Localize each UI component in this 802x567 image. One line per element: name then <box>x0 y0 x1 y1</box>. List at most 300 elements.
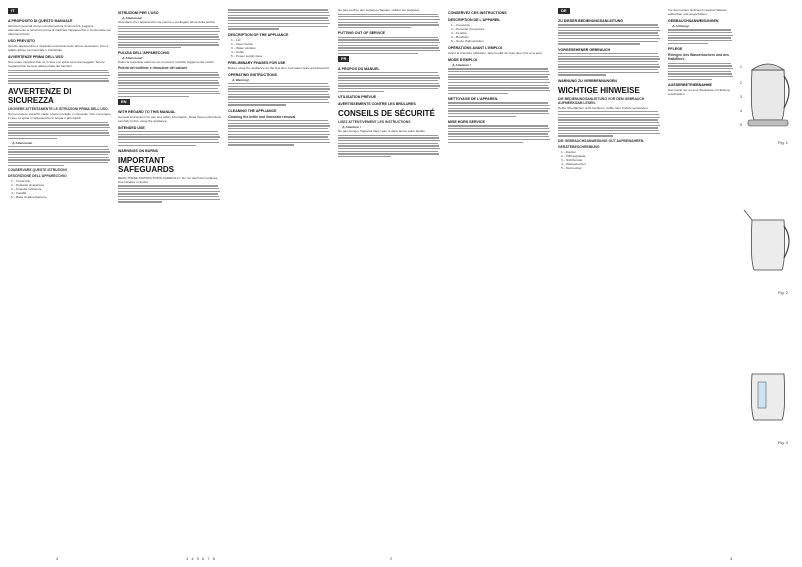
warning-note: ⚠ Attention ! <box>452 63 552 67</box>
text-line <box>558 43 640 44</box>
list-item: 1 – Lid <box>231 37 241 42</box>
text-line <box>558 27 659 28</box>
text-line <box>338 22 438 23</box>
text-line <box>558 38 660 39</box>
column-english <box>228 8 332 553</box>
text-line <box>118 26 218 27</box>
paragraph: Questo apparecchio è destinato esclusivamente all'uso domestico. Non è adatto all'uso commerciale o industriale. <box>8 44 109 52</box>
text-line <box>228 131 329 132</box>
text-line <box>8 124 109 125</box>
section-heading: GEBRAUCHSANWEISUNGEN <box>668 19 719 23</box>
water-window <box>758 382 766 408</box>
safety-title-fr: CONSEILS DE SÉCURITÉ <box>338 109 435 119</box>
callout-label: 2 <box>740 81 742 85</box>
text-line <box>228 86 329 87</box>
text-line <box>668 35 733 36</box>
section-heading: NETTOYAGE DE L'APPAREIL <box>448 96 498 101</box>
text-line <box>448 71 549 72</box>
text-line <box>558 130 659 131</box>
page-number: 3 <box>730 556 733 561</box>
text-line <box>448 68 548 69</box>
text-line <box>228 94 329 95</box>
text-line <box>228 139 329 140</box>
text-line <box>8 127 110 128</box>
text-line <box>338 153 439 154</box>
section-heading: PUTTING OUT OF SERVICE <box>338 31 386 36</box>
text-line <box>448 108 550 109</box>
section-heading: INTENDED USE <box>118 125 145 130</box>
text-line <box>338 143 438 144</box>
column-italian-1 <box>8 8 112 553</box>
list-item: 5 – Base di alimentazione <box>11 195 47 200</box>
safety-title-de: WICHTIGE HINWEISE <box>558 85 640 95</box>
text-line <box>118 199 220 200</box>
kettle-figure-3 <box>740 360 798 440</box>
list-item: 4 – Wasserkocher <box>561 161 586 166</box>
section-heading: ZU DIESER BEDIENUNGSANLEITUNG <box>558 19 624 23</box>
figure-label: Fig. 1 <box>778 140 789 145</box>
text-line <box>448 125 548 126</box>
text-line <box>338 14 438 15</box>
section-heading: MODE D'EMPLOI <box>448 58 478 62</box>
filler-text <box>558 53 662 76</box>
parts-list <box>8 179 112 199</box>
section-heading: OPERATING INSTRUCTIONS <box>228 72 278 77</box>
text-line <box>8 130 108 131</box>
sub-heading: DIE GEBRAUCHSANWEISUNG GUT AUFBEWAHREN. <box>558 138 645 143</box>
text-line <box>668 73 732 74</box>
text-line <box>228 102 329 103</box>
text-line <box>448 79 549 80</box>
filler-text <box>448 125 552 142</box>
text-line <box>668 29 731 30</box>
text-line <box>118 85 220 86</box>
text-line <box>228 28 279 29</box>
sub-heading: Cleaning the kettle and limescale removal <box>228 114 296 119</box>
text-line <box>448 76 548 77</box>
kettle-figure-1 <box>738 40 798 140</box>
text-line <box>118 74 219 75</box>
filler-text <box>338 72 442 92</box>
text-line <box>118 136 220 137</box>
column-italian-2 <box>118 8 222 553</box>
section-heading: AVVERTENZE PRIMA DELL'USO <box>8 55 64 59</box>
text-line <box>338 145 439 146</box>
text-line <box>558 119 658 120</box>
text-line <box>558 41 658 42</box>
text-line <box>558 56 659 57</box>
text-line <box>448 93 508 94</box>
filler-text <box>448 68 552 93</box>
section-heading: CONSERVEZ CES INSTRUCTIONS <box>448 11 507 15</box>
text-line <box>668 40 732 41</box>
text-line <box>228 20 329 21</box>
section-heading: WARNINGS ON BURNS <box>118 148 158 153</box>
text-line <box>558 32 658 33</box>
text-line <box>338 47 439 48</box>
text-line <box>558 125 660 126</box>
paragraph: Heiße Oberflächen nicht berühren. Griffe oder Knöpfe verwenden. <box>558 105 649 110</box>
text-line <box>8 157 109 158</box>
text-line <box>228 136 328 137</box>
text-line <box>228 134 330 135</box>
language-tab-fr: FR <box>338 56 349 62</box>
filler-text <box>228 83 332 106</box>
text-line <box>118 31 220 32</box>
section-heading: USO PREVISTO <box>8 39 35 43</box>
text-line <box>558 72 659 73</box>
text-line <box>118 142 219 143</box>
text-line <box>8 154 108 155</box>
text-line <box>118 145 196 146</box>
text-line <box>558 35 659 36</box>
text-line <box>668 79 712 80</box>
text-line <box>228 123 329 124</box>
filler-text <box>338 14 442 29</box>
paragraph: READ THESE INSTRUCTIONS CAREFULLY. Do not touch hot surfaces. Use handles or knobs. <box>118 175 219 184</box>
text-line <box>118 34 218 35</box>
paragraph: Pulire la superficie esterna con un panno morbido leggermente umido. <box>118 60 215 65</box>
text-line <box>118 188 219 189</box>
text-line <box>558 117 660 118</box>
text-line <box>448 113 549 114</box>
text-line <box>228 128 328 129</box>
list-item: 5 – Power supply base <box>231 53 263 58</box>
kettle-lid <box>752 64 784 70</box>
text-line <box>118 131 218 132</box>
text-line <box>118 42 218 43</box>
text-line <box>228 120 328 121</box>
text-line <box>8 151 110 152</box>
filler-text <box>228 9 332 29</box>
sub-heading: Pulizia del bollitore e rimozione del calcare <box>118 66 188 71</box>
text-line <box>558 133 660 134</box>
filler-text <box>338 37 442 54</box>
section-heading: DESCRIPTION OF THE APPLIANCE <box>228 32 289 37</box>
text-line <box>338 45 438 46</box>
text-line <box>558 53 658 54</box>
text-line <box>448 136 549 137</box>
section-heading: PRELIMINARY PHASES FOR USE <box>228 60 286 65</box>
text-line <box>558 64 659 65</box>
text-line <box>338 53 418 54</box>
section-heading: PFLEGE <box>668 47 683 52</box>
paragraph: Avant la première utilisation, faire bouillir de l'eau deux fois et la jeter. <box>448 51 543 55</box>
text-line <box>228 104 286 105</box>
text-line <box>118 191 220 192</box>
paragraph: Accertarsi che l'apparecchio sia spento e scollegato prima della pulizia. <box>118 20 216 24</box>
text-line <box>228 88 330 89</box>
filler-text <box>118 72 222 97</box>
text-line <box>668 65 732 66</box>
list-item: 3 – Fenêtre <box>451 31 467 35</box>
section-heading: CLEANING THE APPLIANCE <box>228 108 277 113</box>
text-line <box>448 128 549 129</box>
text-line <box>338 24 439 25</box>
text-line <box>668 68 733 69</box>
text-line <box>558 114 659 115</box>
text-line <box>228 144 294 145</box>
paragraph: Ne pas toucher aux surfaces chaudes. Utiliser les poignées. <box>338 8 421 12</box>
warning-note: ⚠ Attenzione! <box>122 16 222 20</box>
text-line <box>448 110 548 111</box>
list-item: 1 – Coperchio <box>11 179 31 184</box>
section-heading: VORGESEHENER GEBRAUCH <box>558 47 611 52</box>
text-line <box>118 44 219 45</box>
paragraph: Ne pas plonger l'appareil dans l'eau ni dans aucun autre liquide. <box>338 129 426 134</box>
filler-text <box>338 135 442 158</box>
text-line <box>228 17 328 18</box>
section-heading: AUSSERBETRIEBNAHME <box>668 82 712 87</box>
list-item: 1 – Couvercle <box>451 23 471 27</box>
text-line <box>558 135 613 136</box>
text-line <box>338 156 391 157</box>
kettle-figure-2 <box>740 200 798 290</box>
list-item: 2 – Pulsante di apertura <box>11 183 44 188</box>
kettle-body <box>751 70 784 120</box>
list-item: 2 – Open button <box>231 41 254 46</box>
text-line <box>228 99 328 100</box>
section-heading: À PROPOS DU MANUEL <box>338 66 380 71</box>
text-line <box>338 91 384 92</box>
kettle-base <box>748 120 788 126</box>
paragraph: Das Gerät nur an eine Steckdose mit Erdung anschließen. <box>668 87 730 96</box>
paragraph: Before using the appliance for the first time, boil water twice and discard it. <box>228 65 330 70</box>
text-line <box>228 142 330 143</box>
text-line <box>338 27 411 28</box>
text-line <box>8 122 108 123</box>
list-item: 4 – Caraffa <box>11 191 27 196</box>
text-line <box>8 162 108 163</box>
paragraph: Istruzioni generali di uso ed informazioni di sicurezza. Leggere attentamente le istruzioni prima di utilizzare l'apparecchio e conservarle per riferimenti futuri. <box>8 24 112 36</box>
text-line <box>118 193 218 194</box>
text-line <box>8 149 109 150</box>
language-tab-it: IT <box>8 8 18 14</box>
kettle-body <box>751 220 784 270</box>
column-german-1 <box>558 8 662 553</box>
text-line <box>338 83 439 84</box>
text-line <box>118 82 219 83</box>
filler-text <box>448 102 552 117</box>
filler-text <box>558 24 662 44</box>
text-line <box>338 151 438 152</box>
text-line <box>558 30 660 31</box>
section-heading: WITH REGARD TO THIS MANUAL <box>118 109 176 114</box>
text-line <box>8 75 110 76</box>
filler-text <box>8 70 112 85</box>
filler-text <box>228 120 332 145</box>
safeguards-title: IMPORTANT SAFEGUARDS <box>118 155 175 174</box>
text-line <box>8 72 109 73</box>
text-line <box>338 135 438 136</box>
text-line <box>338 72 438 73</box>
list-item: 4 – Kettle <box>231 49 245 54</box>
paragraph: Non usare l'apparecchio se il cavo o la spina sono danneggiati. Tenere l'apparecchio lontano dalla portata dei bambini. <box>8 60 105 68</box>
page-number: 4 <box>56 556 59 561</box>
product-code: 3 4 5 6 7 8 <box>186 556 216 561</box>
text-line <box>448 142 523 143</box>
text-line <box>228 83 328 84</box>
section-heading: WARNUNG ZU VERBRENNUNGEN <box>558 78 617 83</box>
text-line <box>448 133 548 134</box>
kettle-body <box>751 374 784 420</box>
section-heading: UTILISATION PRÉVUE <box>338 95 377 100</box>
text-line <box>338 19 440 20</box>
text-line <box>338 75 439 76</box>
parts-list <box>228 38 332 58</box>
text-line <box>558 58 660 59</box>
text-line <box>8 146 108 147</box>
parts-list <box>558 150 662 170</box>
filler-text <box>118 26 222 49</box>
filler-text <box>668 29 734 44</box>
text-line <box>228 26 328 27</box>
callout-label: 5 <box>740 123 742 127</box>
text-line <box>118 72 218 73</box>
text-line <box>668 63 731 64</box>
sub-heading: DIE BEDIENUNGSANLEITUNG VOR DEM GEBRAUCH AUFMERKSAM LESEN. <box>558 96 645 105</box>
text-line <box>118 91 219 92</box>
text-line <box>338 37 438 38</box>
sub-heading: LEGGERE ATTENTAMENTE LE ISTRUZIONI PRIMA DELL'USO. <box>8 107 109 112</box>
text-line <box>448 105 549 106</box>
text-line <box>338 50 440 51</box>
text-line <box>228 9 328 10</box>
filler-text <box>8 122 112 139</box>
text-line <box>118 185 218 186</box>
text-line <box>448 139 550 140</box>
text-line <box>668 71 731 72</box>
list-item: 4 – Bouilloire <box>451 35 469 39</box>
text-line <box>448 85 548 86</box>
figure-label: Fig. 2 <box>778 290 789 295</box>
text-line <box>558 66 660 67</box>
filler-text <box>668 63 734 80</box>
text-line <box>448 87 549 88</box>
text-line <box>448 116 516 117</box>
text-line <box>338 16 439 17</box>
text-line <box>8 78 108 79</box>
text-line <box>118 96 189 97</box>
paragraph: Non toccare le superfici calde. Usare maniglie o manopole. Non immergere il cavo, la spina o l'apparecchio in acqua o altri liquidi. <box>8 112 112 121</box>
text-line <box>668 76 733 77</box>
section-heading: DESCRIPTION DE L'APPAREIL <box>448 18 501 22</box>
text-line <box>8 70 108 71</box>
list-item: 1 – Deckel <box>561 149 576 154</box>
text-line <box>338 85 440 86</box>
section-heading: AVERTISSEMENTS CONTRE LES BRÛLURES <box>338 102 416 107</box>
text-line <box>558 74 606 75</box>
text-line <box>338 148 440 149</box>
text-line <box>668 37 731 38</box>
filler-text <box>118 185 222 202</box>
text-line <box>558 24 658 25</box>
text-line <box>118 39 220 40</box>
text-line <box>228 96 330 97</box>
text-line <box>338 140 440 141</box>
paragraph: Vor dem ersten Gebrauch zweimal Wasser aufkochen und wegschütten. <box>668 8 727 16</box>
text-line <box>118 196 219 197</box>
text-line <box>558 122 659 123</box>
warning-note: ⚠ Achtung! <box>672 24 734 28</box>
warning-note: ⚠ Attention ! <box>342 125 442 129</box>
text-line <box>558 127 658 128</box>
text-line <box>338 88 438 89</box>
text-line <box>448 74 550 75</box>
callout-label: 1 <box>740 65 742 69</box>
text-line <box>448 90 550 91</box>
text-line <box>338 42 440 43</box>
text-line <box>118 88 218 89</box>
filler-text <box>558 111 662 136</box>
text-line <box>668 32 732 33</box>
text-line <box>8 83 50 84</box>
text-line <box>118 77 220 78</box>
text-line <box>338 39 439 40</box>
sub-heading: LISEZ ATTENTIVEMENT LES INSTRUCTIONS <box>338 120 411 125</box>
text-line <box>118 93 220 94</box>
text-line <box>558 61 658 62</box>
callout-label: 3 <box>740 95 742 99</box>
list-item: 3 – Water window <box>231 45 256 50</box>
section-heading: PULIZIA DELL'APPARECCHIO <box>118 51 170 56</box>
sub-heading: DESCRIZIONE DELL'APPARECCHIO <box>8 174 67 179</box>
text-line <box>448 102 548 103</box>
sub-heading: Reinigen des Wasserkochers und des Kalkfilters <box>668 53 729 62</box>
language-tab-de: DE <box>558 8 570 14</box>
text-line <box>448 131 550 132</box>
sub-heading: CONSERVARE QUESTE ISTRUZIONI <box>8 168 67 173</box>
text-line <box>8 135 110 136</box>
text-line <box>338 137 439 138</box>
filler-text <box>8 146 112 166</box>
text-line <box>118 201 162 202</box>
text-line <box>228 91 328 92</box>
list-item: 2 – Poussoir d'ouverture <box>451 27 485 31</box>
text-line <box>118 80 218 81</box>
open-lid <box>744 210 752 220</box>
warning-note: ⚠ Warning! <box>232 78 332 82</box>
section-heading: MISE HORS SERVICE <box>448 120 485 124</box>
text-line <box>558 111 658 112</box>
column-french-1 <box>338 8 442 553</box>
sub-heading: GERÄTEBESCHREIBUNG <box>558 144 600 149</box>
text-line <box>448 82 550 83</box>
text-line <box>8 165 64 166</box>
warning-note: ⚠ Attenzione! <box>122 56 222 60</box>
text-line <box>228 15 330 16</box>
page-number: 2 <box>390 556 393 561</box>
text-line <box>118 134 219 135</box>
text-line <box>338 80 438 81</box>
text-line <box>118 47 181 48</box>
safety-title: AVVERTENZE DI SICUREZZA <box>8 87 72 106</box>
column-french-2 <box>448 8 552 553</box>
section-heading: ISTRUZIONI PER L'USO <box>118 11 159 15</box>
text-line <box>118 28 219 29</box>
section-heading: OPÉRATIONS AVANT L'EMPLOI <box>448 46 503 50</box>
column-german-2 <box>668 8 734 553</box>
text-line <box>8 80 109 81</box>
callout-label: 4 <box>740 109 742 113</box>
list-item: 3 – Finestra indicatore <box>11 187 42 192</box>
text-line <box>668 43 708 44</box>
list-item: 5 – Socle d'alimentation <box>451 39 484 43</box>
text-line <box>338 77 440 78</box>
text-line <box>118 36 219 37</box>
parts-list <box>448 23 552 43</box>
paragraph: General instructions for use and safety information. Read these instructions carefully before using the appliance. <box>118 114 222 123</box>
